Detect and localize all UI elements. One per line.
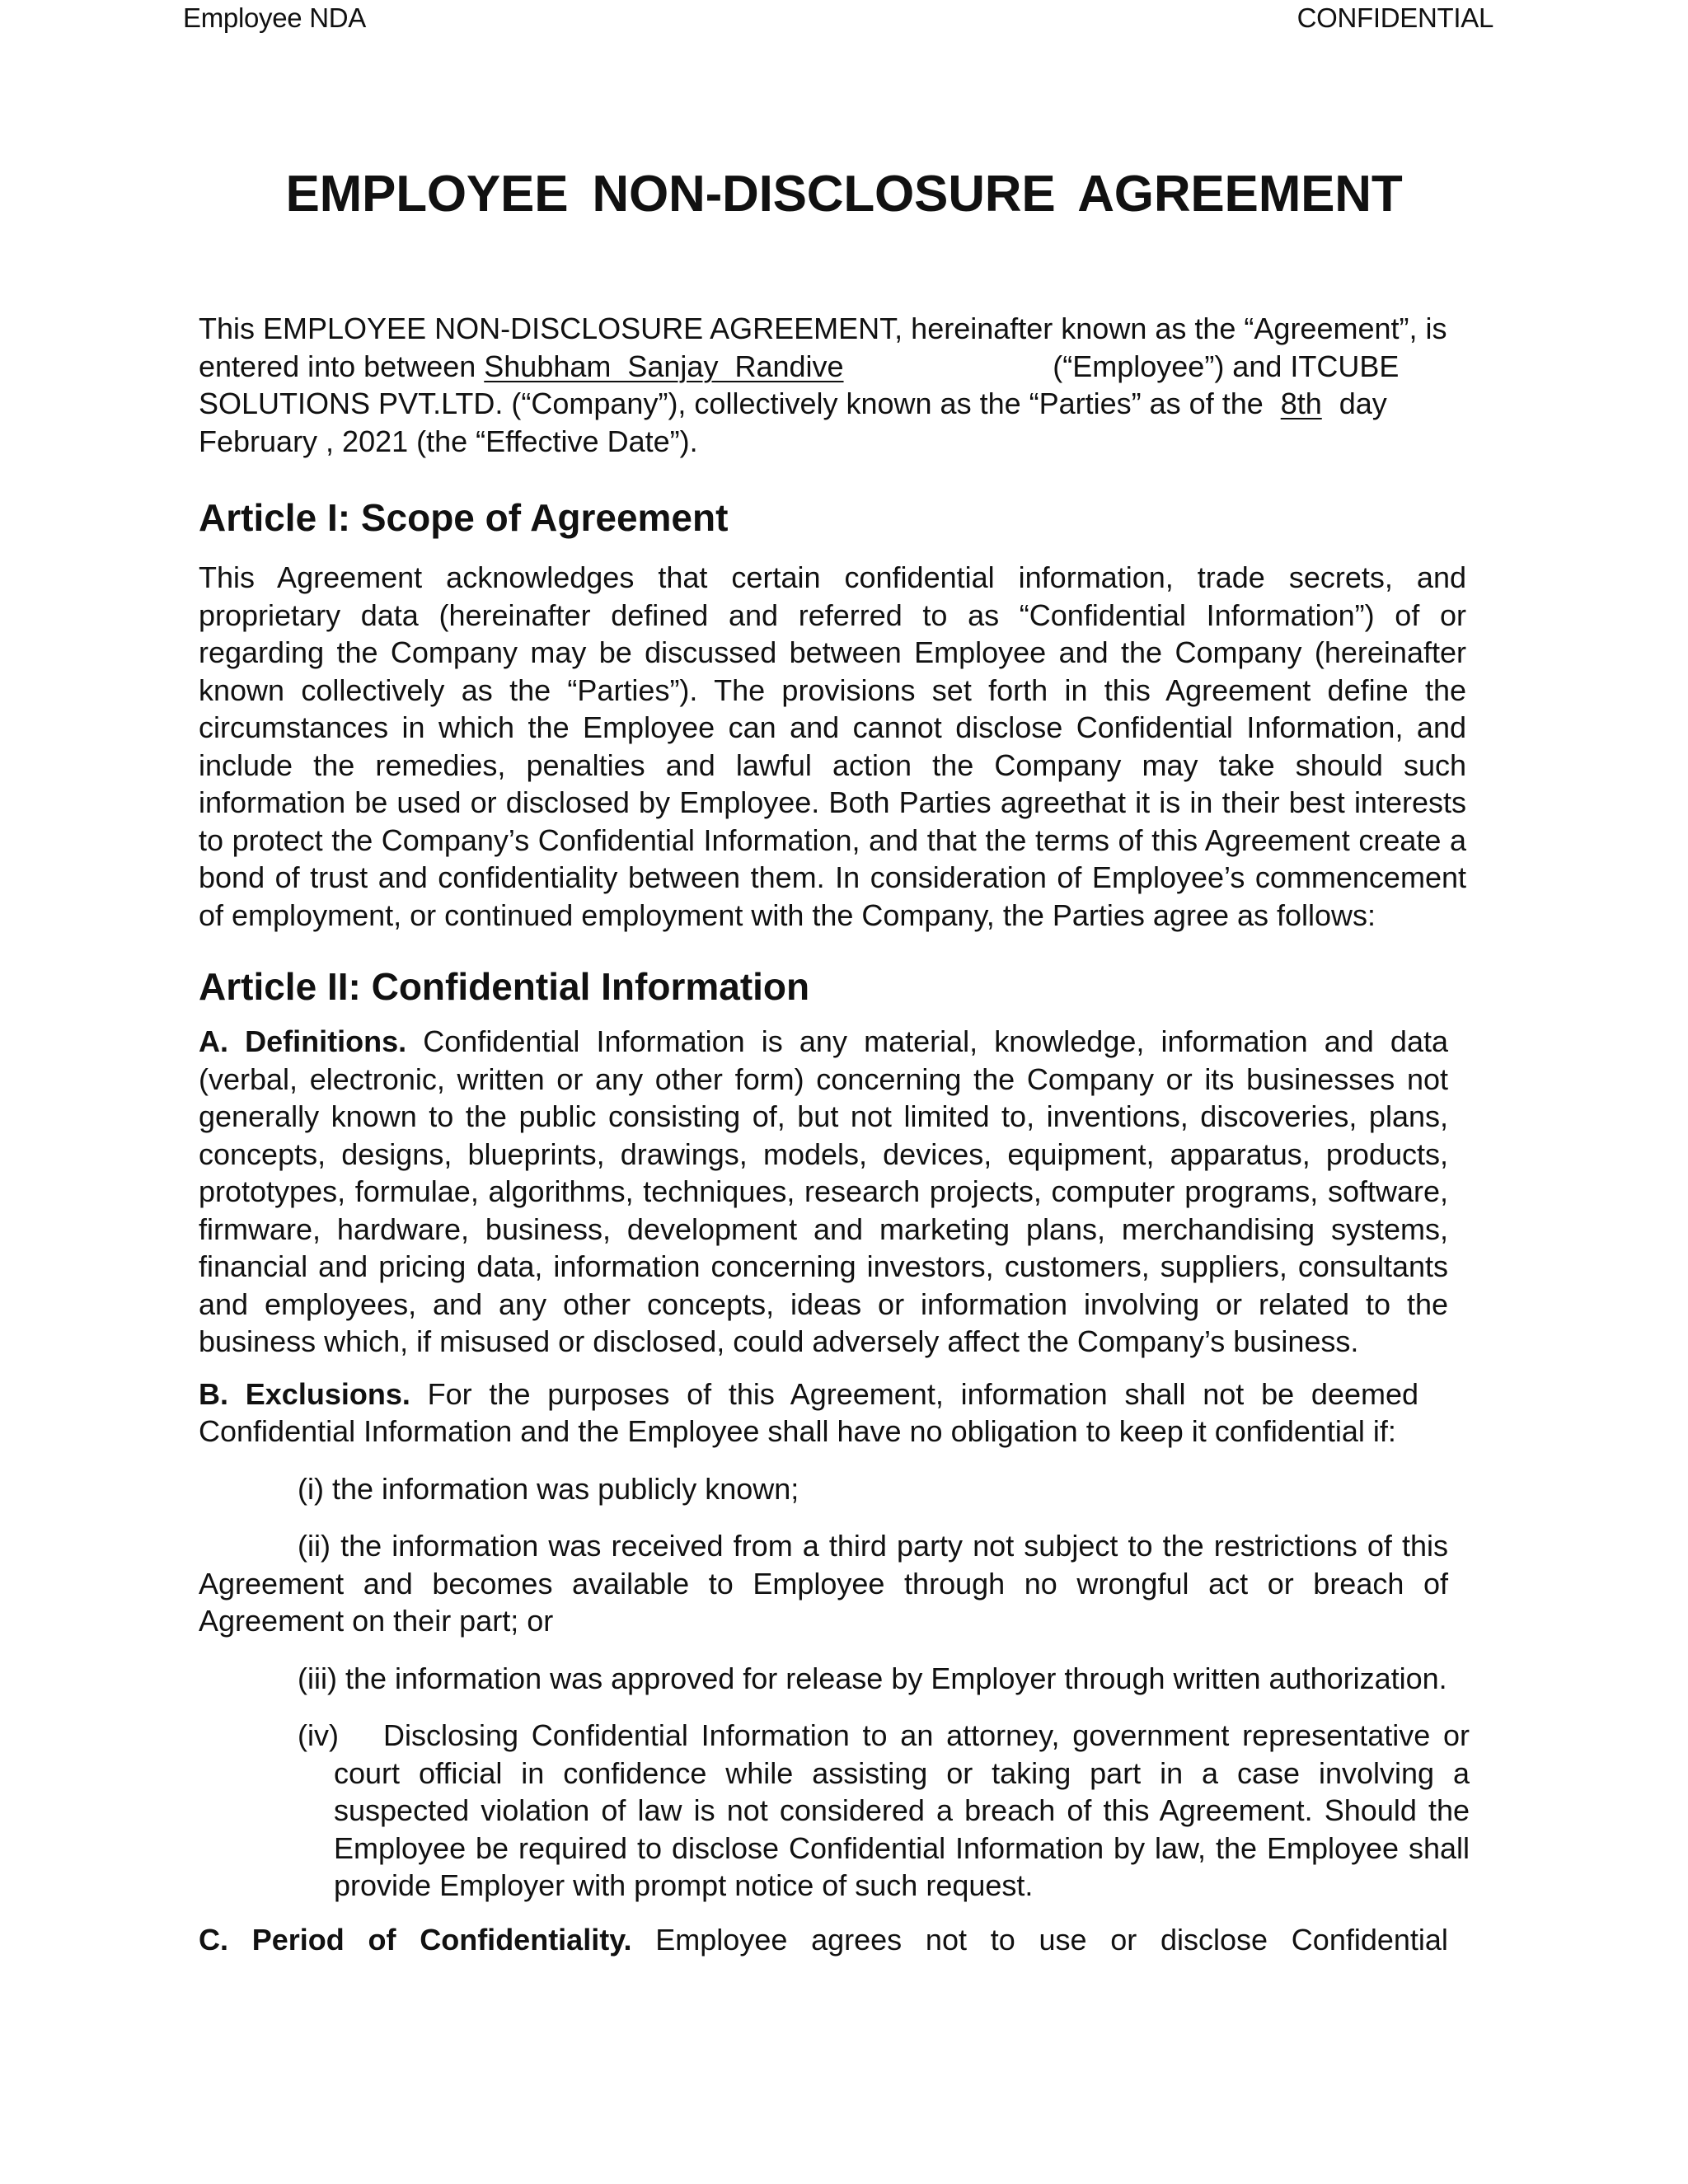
period-label-word: C.: [199, 1922, 228, 1957]
intro-text-1: This EMPLOYEE NON-DISCLOSURE AGREEMENT, hereinafter known as the “Agreement”, is entered into between: [199, 312, 1447, 383]
document-body: [199, 310, 1470, 1958]
period-text-word: to: [990, 1922, 1015, 1957]
period-text-word: use: [1039, 1922, 1087, 1957]
period-text-word: agrees: [811, 1922, 903, 1957]
period-label-word: Period: [251, 1922, 345, 1957]
article-1-body: This Agreement acknowledges that certain confidential information, trade secrets, and proprietary data (hereinafter defined and referred to as “Confidential Information”) of or regarding the Company may be discussed between Employee and the Company (hereinafter known collectively as the “Parties”). The provisions set forth in this Agreement define the circumstances in which the Employee can and cannot disclose Confidential Information, and include the remedies, penalties and lawful action the Company may take should such information be used or disclosed by Employee. Both Parties agreethat it is in their best interests to protect the Company’s Confidential Information, and that the terms of this Agreement create a bond of trust and confidentiality between them. In consideration of Employee’s commencement of employment, or continued employment with the Company, the Parties agree as follows:: [199, 560, 1466, 932]
header-left-text: Employee NDA: [183, 2, 366, 33]
period-label-word: of: [368, 1922, 396, 1957]
period-text-word: not: [925, 1922, 967, 1957]
exclusion-item-iii: (iii) the information was approved for release by Employer through written authorization.: [298, 1661, 1447, 1695]
header-right-text: CONFIDENTIAL: [1296, 2, 1493, 33]
document-title: EMPLOYEE NON-DISCLOSURE AGREEMENT: [285, 166, 1403, 223]
exclusion-item-iv-text: Disclosing Confidential Information to an attorney, government representative or court official in confidence while assisting or taking part in a case involving a suspected violation of law is not considered a breach of this Agreement. Should the Employee be required to disclose Confidential Information by law, the Employee shall provide Employer with prompt notice of such request.: [334, 1718, 1470, 1902]
period-of-confidentiality-line: [199, 1921, 1448, 1959]
exclusions-label: B. Exclusions.: [199, 1376, 410, 1411]
exclusion-item-i: (i) the information was publicly known;: [298, 1471, 799, 1506]
period-text-word: Confidential: [1291, 1922, 1448, 1957]
agreement-day-field: 8th: [1280, 387, 1322, 420]
article-2-heading: Article II: Confidential Information: [199, 965, 810, 1008]
intro-text-3: day February , 2021 (the “Effective Date”).: [199, 387, 1387, 458]
definitions-text: Confidential Information is any material, knowledge, information and data (verbal, electronic, written or any other form) concerning the Company or its businesses not generally known to the public consisting of, but not limited to, inventions, discoveries, plans, concepts, designs, blueprints, drawings, models, devices, equipment, apparatus, products, prototypes, formulae, algorithms, techniques, research projects, computer programs, software, firmware, hardware, business, development and marketing plans, merchandising systems, financial and pricing data, information concerning investors, customers, suppliers, consultants and employees, and any other concepts, ideas or information involving or related to the business which, if misused or disclosed, could adversely affect the Company’s business.: [199, 1024, 1448, 1358]
period-text-word: Employee: [655, 1922, 788, 1957]
intro-text-2: (“Employee”) and ITCUBE SOLUTIONS PVT.LTD. (“Company”), collectively known as the “Parties” as of the: [199, 349, 1400, 420]
exclusions-paragraph: [199, 1376, 1418, 1451]
period-text-word: disclose: [1160, 1922, 1268, 1957]
exclusion-item-iv-marker: (iv): [298, 1718, 339, 1752]
running-header: [183, 2, 1493, 35]
exclusion-item-iv: [298, 1717, 1470, 1905]
exclusion-item-ii: (ii) the information was received from a third party not subject to the restrictions of this Agreement and becomes available to Employee through no wrongful act or breach of Agreement on their part; or: [199, 1529, 1448, 1638]
intro-paragraph: [199, 310, 1475, 460]
definitions-label: A. Definitions.: [199, 1024, 407, 1058]
article-1-heading: Article I: Scope of Agreement: [199, 496, 729, 539]
period-text-word: or: [1110, 1922, 1137, 1957]
definitions-paragraph: [199, 1023, 1448, 1361]
employee-name-field: Shubham Sanjay Randive: [484, 349, 844, 383]
exclusions-text: For the purposes of this Agreement, information shall not be deemed Confidential Information and the Employee shall have no obligation to keep it confidential if:: [199, 1376, 1418, 1448]
period-label-word: Confidentiality.: [420, 1922, 632, 1957]
